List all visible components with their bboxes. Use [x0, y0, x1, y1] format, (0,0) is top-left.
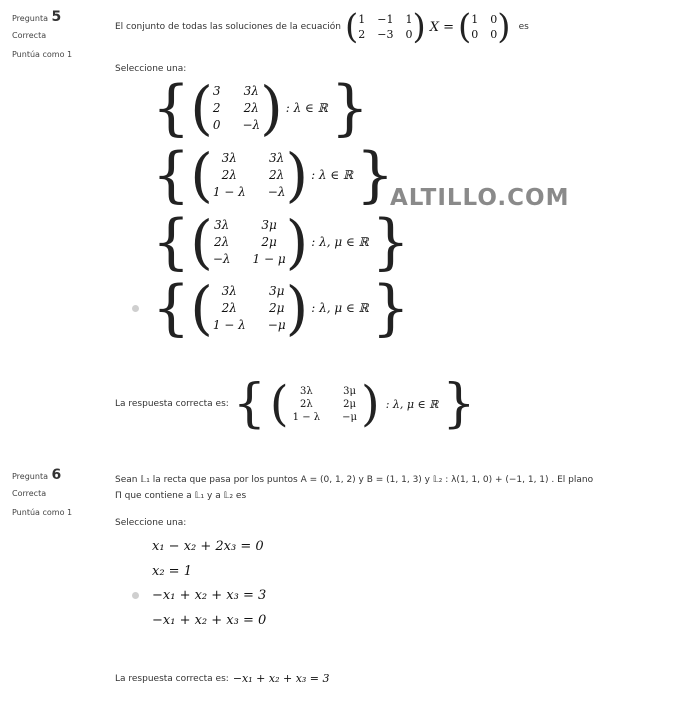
option-condition: : λ, μ ∈ ℝ	[311, 301, 369, 315]
answer-matrix-cell: 1 − λ	[292, 411, 321, 423]
select-label: Seleccione una:	[115, 64, 187, 74]
option-condition: : λ, μ ∈ ℝ	[311, 235, 369, 249]
equation-matrix: ( 1 −1 1 2 −3 0 )	[345, 7, 426, 47]
radio-button[interactable]	[132, 592, 139, 599]
matrix-cell: 2λ	[214, 235, 230, 249]
equation-matrix-cell: 1	[358, 13, 366, 26]
answer-value: −x₁ + x₂ + x₃ = 3	[232, 672, 330, 685]
question-5-prompt	[115, 7, 529, 47]
matrix-cell: 2λ	[243, 101, 259, 115]
option-equation: −x₁ + x₂ + x₃ = 0	[152, 613, 267, 628]
option-equation: x₁ − x₂ + 2x₃ = 0	[152, 539, 264, 554]
matrix-cell: −μ	[267, 318, 286, 332]
question-5-info	[12, 11, 72, 59]
prompt-line-2: Π que contiene a 𝕃₁ y a 𝕃₂ es	[115, 491, 247, 501]
equation-matrix-cell: 2	[358, 28, 366, 41]
watermark-text: ALTILLO.COM	[390, 185, 570, 211]
question-label: Pregunta	[12, 14, 48, 23]
matrix-cell: −λ	[212, 252, 231, 266]
option-matrix	[213, 284, 286, 332]
matrix-cell: 2λ	[221, 168, 237, 182]
matrix-cell: 3μ	[268, 284, 285, 298]
answer-label: La respuesta correcta es:	[115, 673, 229, 684]
answer-matrix-cell: 2λ	[300, 398, 313, 410]
option-2[interactable]	[118, 564, 192, 579]
prompt-text: El conjunto de todas las soluciones de la ecuación	[115, 22, 341, 32]
prompt-end: es	[518, 22, 529, 32]
equation-x: X =	[429, 19, 455, 35]
option-condition: : λ ∈ ℝ	[311, 168, 354, 182]
matrix-cell: −λ	[267, 185, 286, 199]
question-number	[12, 469, 72, 483]
option-2[interactable]: { ( 3λ 3λ 2λ 2λ 1 − λ −λ ) : λ ∈ ℝ }	[152, 140, 395, 210]
option-4[interactable]: { ( 3λ 3μ 2λ 2μ 1 − λ −μ ) : λ, μ ∈ ℝ }	[118, 278, 410, 338]
answer-matrix-cell: 2μ	[343, 398, 356, 410]
answer-label: La respuesta correcta es:	[115, 399, 229, 409]
matrix-cell: 3λ	[221, 151, 237, 165]
equation-rhs-cell: 0	[471, 28, 479, 41]
matrix-cell: 3λ	[214, 218, 230, 232]
matrix-cell: 2λ	[268, 168, 285, 182]
option-1[interactable]	[118, 539, 264, 554]
matrix-cell: 1 − μ	[252, 252, 286, 266]
question-6-answer	[115, 672, 330, 685]
matrix-cell: 2μ	[261, 235, 277, 249]
question-status: Correcta	[12, 489, 47, 498]
equation-matrix-cell: −3	[377, 28, 394, 41]
option-4[interactable]	[118, 613, 266, 628]
equation-rhs-cell: 1	[471, 13, 479, 26]
select-label: Seleccione una:	[115, 518, 187, 528]
matrix-cell: 1 − λ	[212, 185, 246, 199]
matrix-cell: 1 − λ	[212, 318, 246, 332]
matrix-cell: 3	[212, 84, 221, 98]
option-3[interactable]: { ( 3λ 3μ 2λ 2μ −λ 1 − μ ) : λ, μ ∈ ℝ }	[152, 207, 410, 277]
option-matrix	[213, 218, 286, 266]
matrix-cell: −λ	[242, 118, 261, 132]
option-matrix	[213, 84, 260, 132]
answer-matrix-cell: −μ	[342, 411, 357, 423]
watermark	[390, 185, 570, 211]
answer-matrix-cell: 3μ	[343, 385, 356, 397]
matrix-cell: 3μ	[261, 218, 277, 232]
matrix-cell: 2	[212, 101, 221, 115]
matrix-cell: 3λ	[221, 284, 237, 298]
equation-rhs-matrix: ( 1 0 0 0 )	[458, 7, 511, 47]
equation-matrix-cell: 0	[405, 28, 413, 41]
option-equation: x₂ = 1	[152, 564, 192, 579]
question-6-prompt	[115, 472, 685, 504]
question-6-info	[12, 469, 72, 517]
equation-rhs-cell: 0	[490, 13, 498, 26]
question-number-value: 5	[51, 9, 62, 25]
question-number	[12, 11, 72, 25]
equation-matrix-cell: 1	[405, 13, 413, 26]
option-1[interactable]: { ( 3 3λ 2 2λ 0 −λ ) : λ ∈ ℝ }	[152, 73, 369, 143]
option-matrix	[213, 151, 286, 199]
option-condition: : λ ∈ ℝ	[285, 101, 328, 115]
question-score: Puntúa como 1	[12, 50, 73, 59]
equation-rhs-cell: 0	[490, 28, 498, 41]
question-score: Puntúa como 1	[12, 508, 73, 517]
question-status: Correcta	[12, 31, 47, 40]
matrix-cell: 3λ	[243, 84, 259, 98]
matrix-cell: 2λ	[221, 301, 237, 315]
question-5-answer: La respuesta correcta es: { ( 3λ 3μ 2λ 2μ 1 − λ −μ ) : λ, μ ∈ ℝ }	[115, 374, 476, 434]
matrix-cell: 3λ	[268, 151, 285, 165]
question-number-value: 6	[51, 467, 62, 483]
radio-button[interactable]	[132, 305, 139, 312]
answer-condition: : λ, μ ∈ ℝ	[385, 397, 439, 411]
question-label: Pregunta	[12, 472, 48, 481]
prompt-line-1: Sean 𝕃₁ la recta que pasa por los puntos A = (0, 1, 2) y B = (1, 1, 3) y 𝕃₂ : λ(1, 1, 0) + (−1, 1, 1) . El plano	[115, 475, 594, 485]
option-equation: −x₁ + x₂ + x₃ = 3	[152, 588, 267, 603]
answer-matrix-cell: 3λ	[300, 385, 313, 397]
matrix-cell: 0	[212, 118, 221, 132]
matrix-cell: 2μ	[268, 301, 285, 315]
equation-matrix-cell: −1	[377, 13, 394, 26]
option-3[interactable]	[118, 588, 266, 603]
